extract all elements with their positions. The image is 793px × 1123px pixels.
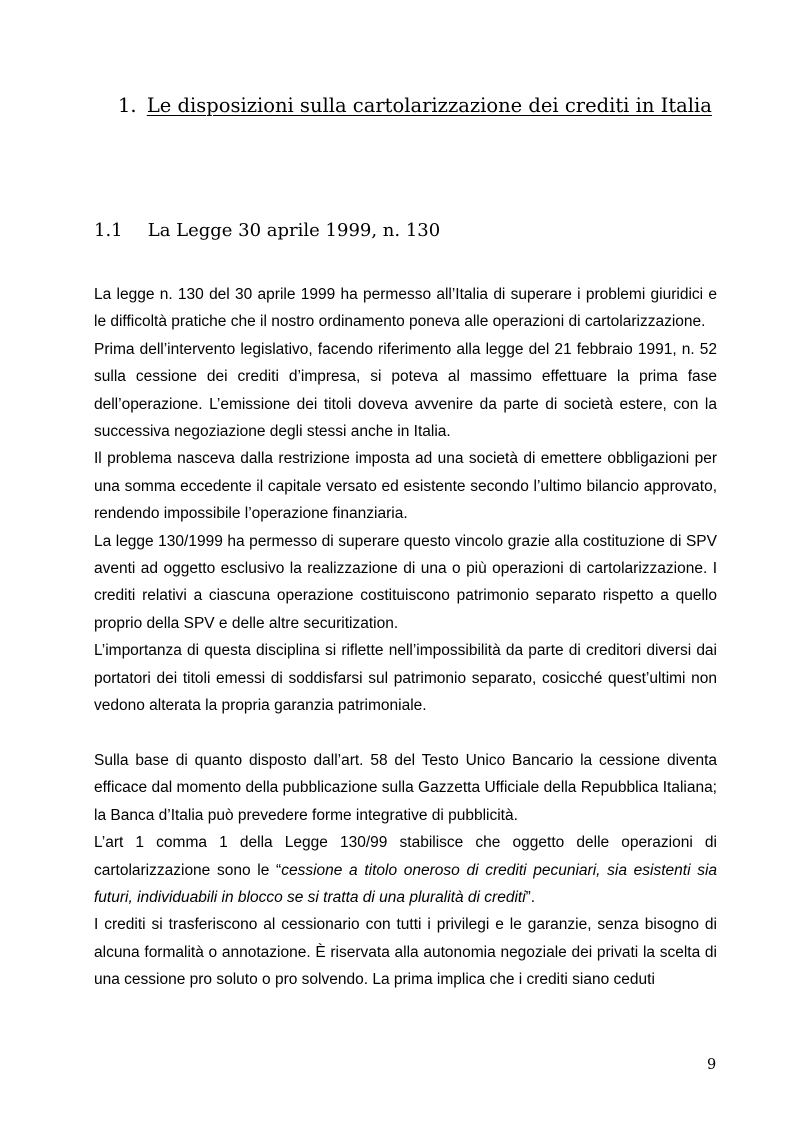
paragraph: L’importanza di questa disciplina si riflette nell’impossibilità da parte di creditori diversi dai portatori dei titoli emessi di soddisfarsi sul patrimonio separato, cosicché quest’ultimi non vedono alterata la propria garanzia patrimoniale. [94,642,717,715]
body-text [94,281,717,994]
chapter-title: Le disposizioni sulla cartolarizzazione dei crediti in Italia [146,94,712,117]
section-number: 1.1 [94,220,123,241]
quote-intro: L’art 1 comma 1 della Legge 130/99 stabilisce che oggetto delle operazioni di cartolarizzazione sono le “ [94,834,717,879]
quote-paragraph [94,829,717,911]
law-quote: cessione a titolo oneroso di crediti pecuniari, sia esistenti sia futuri, individuabili in blocco se si tratta di una pluralità di crediti [94,861,718,906]
quote-close: ”. [525,888,536,906]
paragraph: La legge 130/1999 ha permesso di superare questo vincolo grazie alla costituzione di SPV aventi ad oggetto esclusivo la realizzazione di una o più operazioni di cartolarizzazione. I crediti relativi a ciascuna operazione costituiscono patrimonio separato rispetto a quello proprio della SPV e delle altre securitization. [94,532,717,632]
section-heading [94,220,440,241]
chapter-number: 1. [118,94,137,117]
chapter-heading [118,94,712,117]
paragraph: La legge n. 130 del 30 aprile 1999 ha permesso all’Italia di superare i problemi giuridici e le difficoltà pratiche che il nostro ordinamento poneva alle operazioni di cartolarizzazione. [94,286,717,331]
paragraph: I crediti si trasferiscono al cessionario con tutti i privilegi e le garanzie, senza bisogno di alcuna formalità o annotazione. È riservata alla autonomia negoziale dei privati la scelta di una cessione pro soluto o pro solvendo. La prima implica che i crediti siano ceduti [94,916,717,989]
paragraph: Prima dell’intervento legislativo, facendo riferimento alla legge del 21 febbraio 1991, n. 52 sulla cessione dei crediti d’impresa, si poteva al massimo effettuare la prima fase dell’operazione. L’emissione dei titoli doveva avvenire da parte di società estere, con la successiva negoziazione degli stessi anche in Italia. [94,340,717,441]
paragraph: Il problema nasceva dalla restrizione imposta ad una società di emettere obbligazioni per una somma eccedente il capitale versato ed esistente secondo l’ultimo bilancio approvato, rendendo impossibile l’operazione finanziaria. [94,450,717,523]
paragraph: Sulla base di quanto disposto dall’art. 58 del Testo Unico Bancario la cessione diventa efficace dal momento della pubblicazione sulla Gazzetta Ufficiale della Repubblica Italiana; la Banca d’Italia può prevedere forme integrative di pubblicità. [94,751,717,824]
page-number: 9 [707,1057,717,1073]
section-title: La Legge 30 aprile 1999, n. 130 [147,220,441,241]
